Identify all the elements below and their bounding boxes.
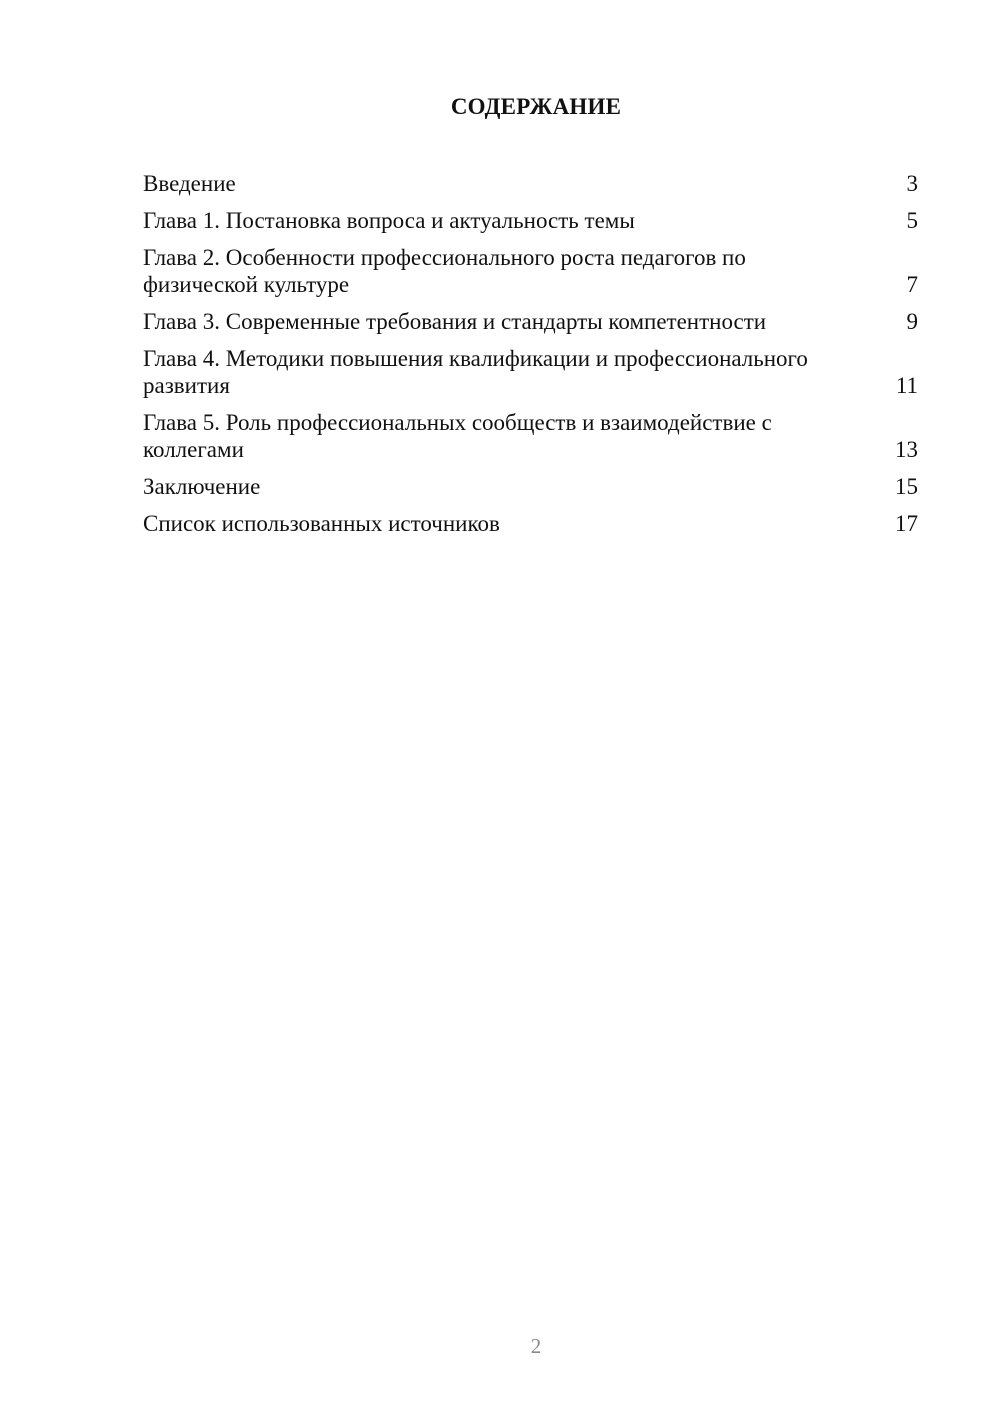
toc-entry-introduction xyxy=(143,170,918,197)
toc-entry-label: Глава 1. Постановка вопроса и актуальность темы xyxy=(143,208,635,233)
toc-entry-page: 15 xyxy=(895,474,918,499)
toc-entry-chapter-3 xyxy=(143,308,918,335)
page-number: 2 xyxy=(530,1334,542,1358)
toc-entry-page: 17 xyxy=(895,511,918,536)
toc-entry-page: 13 xyxy=(895,437,918,462)
toc-entry-label: Глава 4. Методики повышения квалификации и профессионального развития xyxy=(143,346,808,398)
page-title: СОДЕРЖАНИЕ xyxy=(450,94,622,119)
toc-entry-chapter-4 xyxy=(143,345,918,399)
toc-entry-label: Глава 5. Роль профессиональных сообществ и взаимодействие с коллегами xyxy=(143,410,772,462)
toc-entry-page: 9 xyxy=(906,309,918,334)
toc-entry-conclusion xyxy=(143,473,918,500)
toc-entry-label: Глава 2. Особенности профессионального роста педагогов по физической культуре xyxy=(143,245,746,297)
toc-entry-label: Заключение xyxy=(143,474,261,499)
toc-entry-page: 7 xyxy=(906,272,918,297)
toc-entry-page: 5 xyxy=(906,208,918,233)
table-of-contents xyxy=(143,170,918,547)
toc-entry-label: Список использованных источников xyxy=(143,511,500,536)
toc-entry-chapter-5 xyxy=(143,409,918,463)
toc-entry-chapter-1 xyxy=(143,207,918,234)
toc-entry-page: 3 xyxy=(906,171,918,196)
toc-entry-label: Введение xyxy=(143,171,236,196)
toc-entry-label: Глава 3. Современные требования и стандарты компетентности xyxy=(143,309,767,334)
toc-entry-page: 11 xyxy=(895,373,918,398)
toc-entry-references xyxy=(143,510,918,537)
toc-entry-chapter-2 xyxy=(143,244,918,298)
